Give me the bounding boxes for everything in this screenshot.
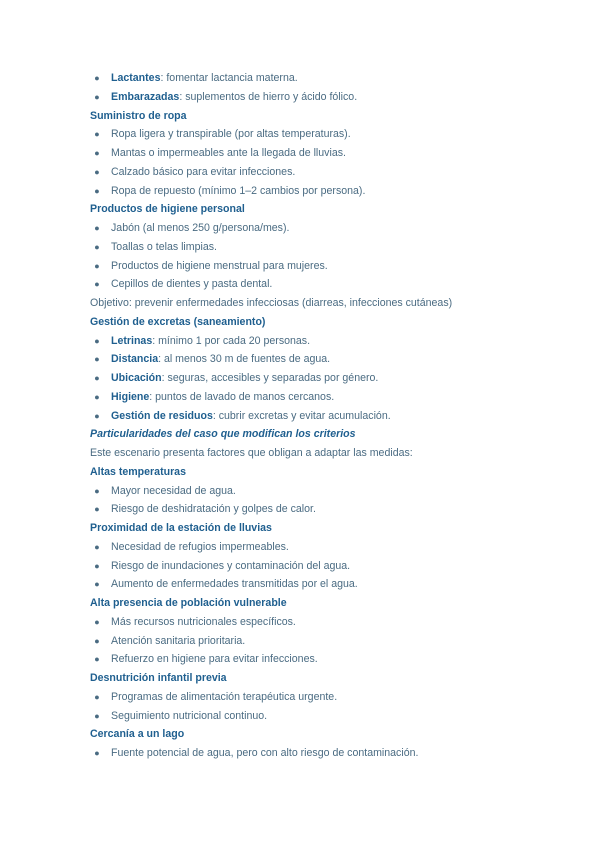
bullet-icon: ● (94, 279, 100, 290)
list-item-term: Higiene (111, 390, 150, 403)
list-item-description: Calzado básico para evitar infecciones. (111, 165, 296, 178)
list-item-description: Programas de alimentación terapéutica urgente. (111, 690, 338, 703)
list-item-text (111, 238, 217, 256)
list-item-term: Gestión de residuos (111, 409, 213, 422)
list-item-description: : fomentar lactancia materna. (160, 72, 298, 84)
list-item-description: : seguras, accesibles y separadas por género. (161, 372, 379, 384)
list-item-text (111, 125, 351, 143)
list-item-text (111, 332, 310, 350)
list-item-text (111, 744, 418, 762)
bullet-icon: ● (94, 185, 100, 196)
bullet-icon: ● (94, 635, 100, 646)
list-item-description: Productos de higiene menstrual para mujeres. (111, 259, 328, 272)
list-item-text (111, 69, 298, 87)
bullet-icon: ● (94, 654, 100, 665)
list-item-text (111, 369, 378, 387)
list-item-text (111, 163, 295, 181)
bullet-icon: ● (94, 391, 100, 402)
bullet-icon: ● (94, 616, 100, 627)
bullet-icon: ● (94, 485, 100, 496)
section-heading: Productos de higiene personal (90, 203, 245, 216)
list-item-text (111, 613, 296, 631)
bullet-icon: ● (94, 129, 100, 140)
bullet-icon: ● (94, 354, 100, 365)
list-item-description: Aumento de enfermedades transmitidas por el agua. (111, 578, 358, 591)
list-item-description: Riesgo de deshidratación y golpes de calor. (111, 503, 316, 516)
list-item-description: : cubrir excretas y evitar acumulación. (212, 409, 391, 422)
section-heading: Cercanía a un lago (90, 728, 185, 741)
list-item-description: Toallas o telas limpias. (111, 240, 217, 253)
list-item-text (111, 557, 350, 575)
list-item-term: Distancia (111, 353, 159, 366)
list-item-description: : al menos 30 m de fuentes de agua. (158, 353, 331, 366)
list-item-text (111, 257, 328, 275)
list-item-text (111, 219, 289, 237)
list-item-text (111, 182, 365, 200)
bullet-icon: ● (94, 541, 100, 552)
list-item-description: Cepillos de dientes y pasta dental. (111, 278, 273, 291)
list-item-description: Refuerzo en higiene para evitar infecciones. (111, 653, 318, 666)
bullet-icon: ● (94, 710, 100, 721)
list-item-description: Seguimiento nutricional continuo. (111, 709, 268, 722)
list-item-description: Jabón (al menos 250 g/persona/mes). (111, 222, 290, 234)
section-heading: Altas temperaturas (90, 465, 186, 478)
list-item-text (111, 688, 337, 706)
list-item-text (111, 500, 316, 518)
section-heading: Suministro de ropa (90, 109, 187, 122)
list-item-description: : suplementos de hierro y ácido fólico. (179, 90, 358, 103)
list-item-text (111, 538, 289, 556)
list-item-text (111, 632, 245, 650)
list-item-description: Fuente potencial de agua, pero con alto riesgo de contaminación. (111, 747, 419, 759)
list-item-term: Ubicación (111, 372, 162, 384)
bullet-icon: ● (94, 223, 100, 233)
list-item-description: Riesgo de inundaciones y contaminación del agua. (111, 559, 351, 572)
list-item-description: Ropa ligera y transpirable (por altas temperaturas). (111, 128, 351, 141)
list-item-text (111, 388, 334, 406)
section-heading: Gestión de excretas (saneamiento) (90, 315, 266, 328)
bullet-icon: ● (94, 73, 100, 83)
bullet-icon: ● (94, 260, 100, 271)
list-item-term: Embarazadas (111, 90, 180, 103)
section-subheading: Particularidades del caso que modifican los criterios (90, 428, 356, 441)
list-item-text (111, 575, 358, 593)
bullet-icon: ● (94, 504, 100, 515)
list-item-text (111, 350, 330, 368)
bullet-icon: ● (94, 166, 100, 177)
bullet-icon: ● (94, 748, 100, 758)
list-item-description: Mayor necesidad de agua. (111, 484, 236, 497)
list-item-description: : puntos de lavado de manos cercanos. (149, 390, 335, 403)
bullet-icon: ● (94, 691, 100, 702)
list-item-text (111, 707, 267, 725)
list-item-term: Letrinas (111, 334, 153, 347)
bullet-icon: ● (94, 91, 100, 102)
list-item-description: Ropa de repuesto (mínimo 1–2 cambios por persona). (111, 184, 366, 197)
list-item-text (111, 144, 346, 162)
list-item-description: Atención sanitaria prioritaria. (111, 634, 246, 647)
list-item-description: Más recursos nutricionales específicos. (111, 615, 296, 628)
bullet-icon: ● (94, 335, 100, 346)
list-item-term: Lactantes (111, 72, 161, 84)
bullet-icon: ● (94, 148, 100, 158)
list-item-text (111, 275, 272, 293)
paragraph: Este escenario presenta factores que obligan a adaptar las medidas: (90, 447, 413, 459)
list-item-description: : mínimo 1 por cada 20 personas. (152, 334, 311, 347)
bullet-icon: ● (94, 373, 100, 383)
section-heading: Proximidad de la estación de lluvias (90, 522, 272, 534)
bullet-icon: ● (94, 560, 100, 571)
section-heading: Desnutrición infantil previa (90, 672, 227, 684)
list-item-text (111, 88, 357, 106)
paragraph: Objetivo: prevenir enfermedades infecciosas (diarreas, infecciones cutáneas) (90, 297, 453, 309)
list-item-text (111, 650, 318, 668)
bullet-icon: ● (94, 579, 100, 590)
list-item-description: Necesidad de refugios impermeables. (111, 540, 289, 553)
bullet-icon: ● (94, 410, 100, 421)
list-item-text (111, 407, 391, 425)
bullet-icon: ● (94, 241, 100, 252)
list-item-text (111, 482, 236, 500)
list-item-description: Mantas o impermeables ante la llegada de lluvias. (111, 147, 346, 159)
section-heading: Alta presencia de población vulnerable (90, 597, 287, 609)
